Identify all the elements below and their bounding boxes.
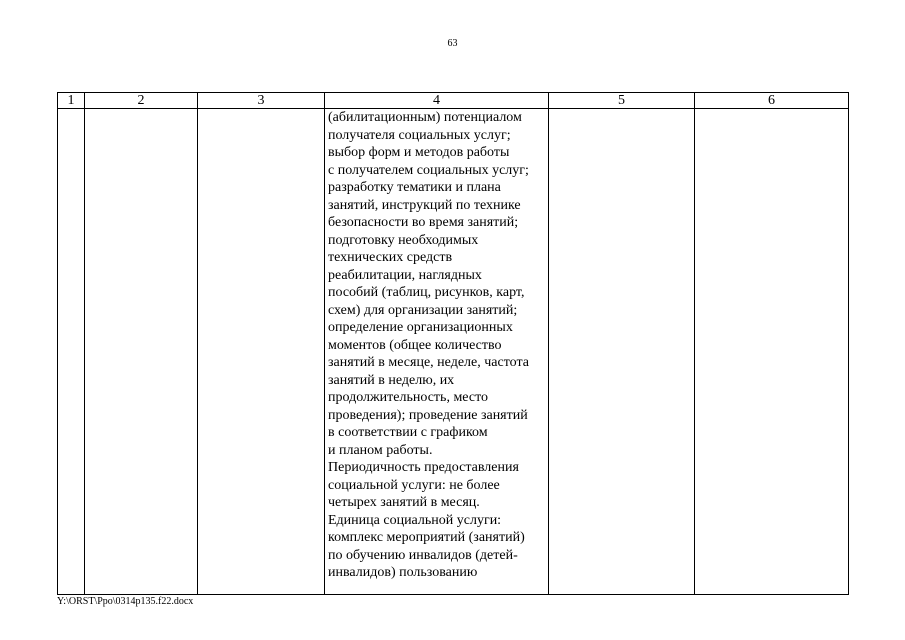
- text-line: схем) для организации занятий;: [328, 302, 518, 318]
- column-number-row: [58, 93, 849, 109]
- text-line: Периодичность предоставления: [328, 460, 519, 475]
- text-line: определение организационных: [328, 320, 513, 335]
- text-line: продолжительность, место: [328, 390, 489, 405]
- service-table: [57, 92, 849, 595]
- column-number: 1: [58, 93, 85, 109]
- text-line: Единица социальной услуги:: [328, 512, 502, 528]
- text-line: в соответствии с графиком: [328, 425, 488, 440]
- table-cell-col3: [198, 109, 325, 595]
- text-line: проведения); проведение занятий: [328, 407, 528, 423]
- table-row: [58, 109, 849, 595]
- column-number: 6: [695, 93, 849, 109]
- text-line: и планом работы.: [328, 442, 433, 458]
- column-number: 3: [198, 93, 325, 109]
- text-line: занятий в неделю, их: [328, 372, 455, 388]
- text-line: выбор форм и методов работы: [328, 145, 510, 160]
- text-line: по обучению инвалидов (детей-: [328, 547, 518, 563]
- column-number: 2: [85, 93, 198, 109]
- text-line: реабилитации, наглядных: [328, 267, 482, 283]
- table-cell-col2: [85, 109, 198, 595]
- table-cell-col6: [695, 109, 849, 595]
- text-line: безопасности во время занятий;: [328, 215, 519, 230]
- table-cell-col1: [58, 109, 85, 595]
- text-line: социальной услуги: не более: [328, 477, 500, 493]
- text-line: занятий в месяце, неделе, частота: [328, 355, 529, 370]
- text-line: моментов (общее количество: [328, 337, 502, 353]
- text-line: с получателем социальных услуг;: [328, 162, 529, 178]
- table-cell-col5: [549, 109, 695, 595]
- text-line: получателя социальных услуг;: [328, 127, 511, 143]
- text-line: подготовку необходимых: [328, 232, 479, 248]
- text-line: занятий, инструкций по технике: [328, 197, 521, 213]
- column-number: 5: [549, 93, 695, 109]
- table-cell-col4: [325, 109, 549, 595]
- page-number: 63: [447, 38, 458, 49]
- text-line: инвалидов) пользованию: [328, 565, 478, 580]
- text-line: четырех занятий в месяц.: [328, 495, 480, 510]
- text-line: пособий (таблиц, рисунков, карт,: [328, 285, 525, 300]
- text-line: (абилитационным) потенциалом: [328, 110, 522, 125]
- file-path-footer: Y:\ORST\Ppo\0314p135.f22.docx: [57, 596, 194, 607]
- column-number: 4: [325, 93, 549, 109]
- text-line: комплекс мероприятий (занятий): [328, 530, 525, 545]
- text-line: разработку тематики и плана: [328, 180, 501, 195]
- service-description: [325, 109, 548, 582]
- text-line: технических средств: [328, 250, 453, 265]
